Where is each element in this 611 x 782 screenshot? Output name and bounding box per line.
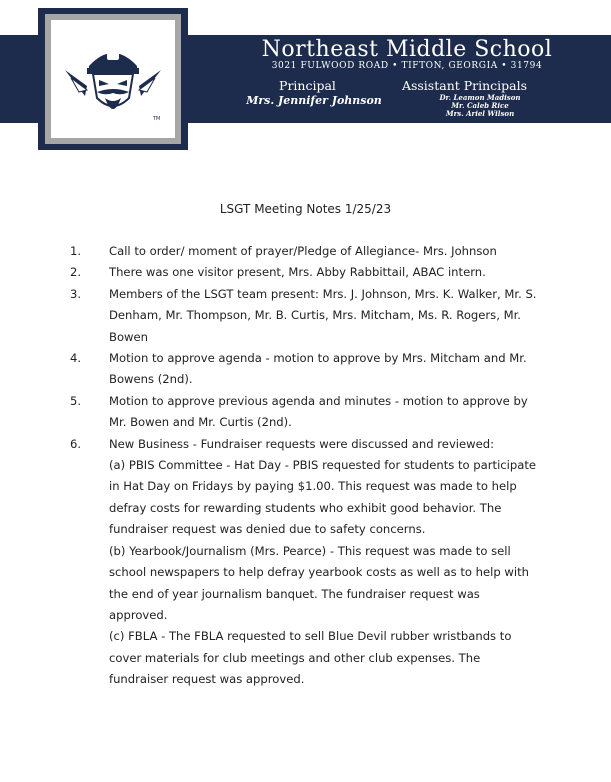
assistant-principal-name: Mr. Caleb Rice xyxy=(451,101,509,110)
item-text: Members of the LSGT team present: Mrs. J. Johnson, Mrs. K. Walker, Mr. S. Denham, Mr. Thompson, Mr. B. Curtis, Mrs. Mitcham, Ms. R. Rogers, Mr. Bowen xyxy=(109,286,537,344)
item-number: 2. xyxy=(70,265,82,280)
subitem-pbis: (a) PBIS Committee - Hat Day - PBIS requested for students to participate in Hat Day on Fridays by paying $1.00. This request was made to help defray costs for rewarding students who exhibit good behavior. The fundraiser request was denied due to safety concerns. xyxy=(109,458,537,537)
school-address: 3021 FULWOOD ROAD • TIFTON, GEORGIA • 31794 xyxy=(271,61,543,71)
assistant-principals-title: Assistant Principals xyxy=(401,78,528,93)
item-number: 3. xyxy=(70,286,82,301)
list-item xyxy=(70,391,540,434)
item-text: Motion to approve agenda - motion to approve by Mrs. Mitcham and Mr. Bowens (2nd). xyxy=(109,351,527,387)
item-text: Call to order/ moment of prayer/Pledge of Allegiance- Mrs. Johnson xyxy=(109,244,497,258)
item-number: 1. xyxy=(70,244,82,258)
svg-text:TM: TM xyxy=(153,116,161,122)
item-number: 4. xyxy=(70,351,82,366)
list-item xyxy=(70,241,540,262)
list-item xyxy=(70,434,540,691)
assistant-principal-name: Dr. Leamon Madison xyxy=(439,93,521,102)
principal-title: Principal xyxy=(279,78,336,93)
item-text: There was one visitor present, Mrs. Abby Rabbittail, ABAC intern. xyxy=(109,265,486,280)
list-item xyxy=(70,284,540,348)
meeting-notes-list xyxy=(70,241,540,691)
item-text: New Business - Fundraiser requests were discussed and reviewed: xyxy=(109,436,495,451)
school-logo xyxy=(38,8,188,150)
list-item xyxy=(70,262,540,283)
item-number: 6. xyxy=(70,436,82,451)
subitem-fbla: (c) FBLA - The FBLA requested to sell Blue Devil rubber wristbands to cover materials for club meetings and other club expenses. The fundraiser request was approved. xyxy=(109,629,512,687)
list-item xyxy=(70,348,540,391)
item-number: 5. xyxy=(70,393,82,408)
subitem-yearbook: (b) Yearbook/Journalism (Mrs. Pearce) - This request was made to sell school newspapers to help defray yearbook costs as well as to help with the end of year journalism banquet. The fundraiser request was approved. xyxy=(109,543,530,622)
document-title: LSGT Meeting Notes 1/25/23 xyxy=(219,202,392,216)
item-text: Motion to approve previous agenda and minutes - motion to approve by Mr. Bowen and Mr. Curtis (2nd). xyxy=(109,393,528,430)
school-name: Northeast Middle School xyxy=(261,37,553,62)
blue-devil-mascot-icon xyxy=(57,36,169,122)
principal-name: Mrs. Jennifer Johnson xyxy=(246,94,382,107)
assistant-principal-name: Mrs. Ariel Wilson xyxy=(445,109,515,118)
